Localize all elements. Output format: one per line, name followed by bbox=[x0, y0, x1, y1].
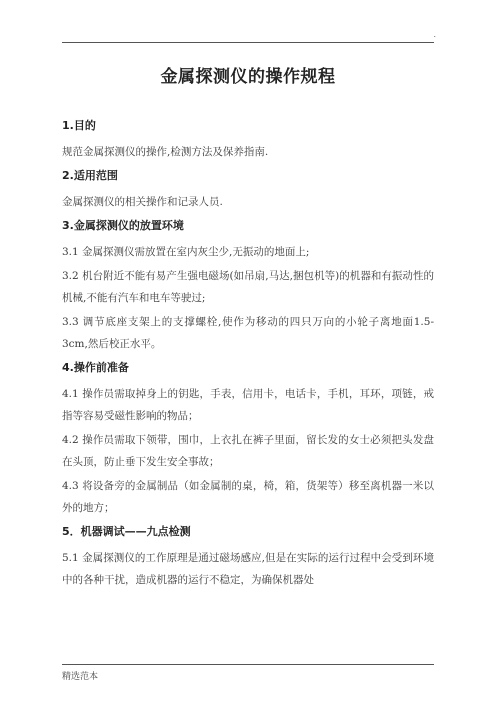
section-paragraph: 3.1 金属探测仪需放置在室内灰尘少,无振动的地面上; bbox=[62, 246, 310, 258]
document-title: 金属探测仪的操作规程 bbox=[160, 67, 336, 87]
section-paragraph: 规范金属探测仪的操作,检测方法及保养指南. bbox=[62, 146, 269, 158]
section-paragraph: 5.1 金属探测仪的工作原理是通过磁场感应,但是在实际的运行过程中会受到环境中的各种干扰，造成机器的运行不稳定，为确保机器处 bbox=[62, 552, 434, 586]
header-rule bbox=[62, 42, 434, 43]
section-paragraph: 4.2 操作员需取下领带，围巾，上衣扎在裤子里面，留长发的女士必须把头发盘在头顶，防止垂下发生安全事故； bbox=[62, 434, 434, 468]
section-paragraph: 4.1 操作员需取掉身上的钥匙，手表，信用卡，电话卡，手机，耳环，项链，戒指等容易受磁性影响的物品； bbox=[62, 388, 434, 422]
section-heading-calibration: 5．机器调试——九点检测 bbox=[62, 525, 191, 538]
section-heading-purpose: 1.目的 bbox=[62, 119, 96, 132]
section-paragraph: 金属探测仪的相关操作和记录人员. bbox=[62, 196, 223, 208]
section-heading-preparation: 4.操作前准备 bbox=[62, 361, 129, 374]
header-mark: . bbox=[433, 30, 436, 39]
footer-rule bbox=[62, 664, 434, 665]
section-heading-scope: 2.适用范围 bbox=[62, 169, 118, 182]
section-paragraph: 3.3 调节底座支架上的支撑螺栓,使作为移动的四只万向的小轮子离地面1.5-3cm,然后校正水平。 bbox=[62, 316, 434, 350]
section-paragraph: 3.2 机台附近不能有易产生强电磁场(如吊扇,马达,捆包机等)的机器和有振动性的机械,不能有汽车和电车等驶过; bbox=[62, 270, 434, 304]
document-body bbox=[62, 118, 434, 593]
footer-text: 精选范本 bbox=[62, 672, 99, 682]
section-heading-environment: 3.金属探测仪的放置环境 bbox=[62, 219, 184, 232]
section-paragraph: 4.3 将设备旁的金属制品（如金属制的桌，椅，箱，货架等）移至离机器一米以外的地方； bbox=[62, 480, 434, 514]
